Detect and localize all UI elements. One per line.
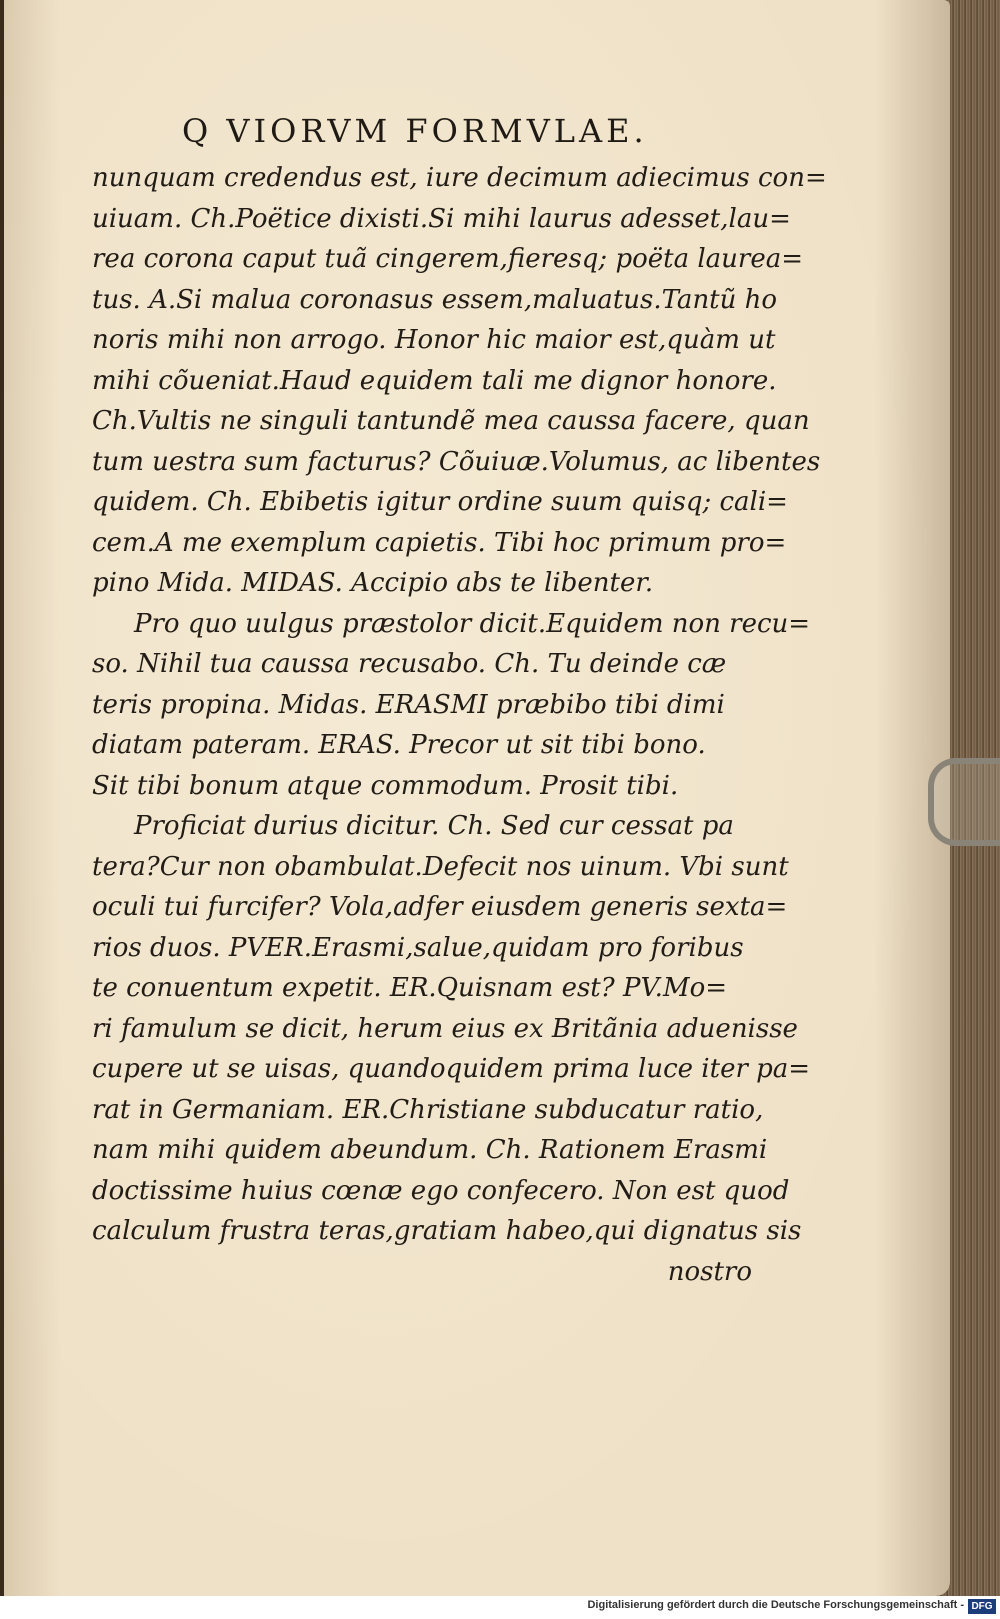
text-line: Proficiat durius dicitur. Ch. Sed cur cessat pa [134, 811, 734, 841]
text-line: nunquam credendus est, iure decimum adiecimus con= [92, 163, 827, 193]
text-line: Ch.Vultis ne singuli tantundẽ mea caussa facere, quan [92, 406, 810, 436]
text-line: rat in Germaniam. ER.Christiane subducatur ratio, [92, 1094, 764, 1125]
footer-bar [0, 1596, 1000, 1619]
text-line: rios duos. PVER.Erasmi,salue,quidam pro foribus [92, 932, 744, 963]
text-line: mihi cõueniat.Haud equidem tali me dignor honore. [92, 365, 777, 396]
running-head: Q VIORVM FORMVLAE. [182, 112, 648, 150]
text-line: oculi tui furcifer? Vola,adfer eiusdem generis sexta= [92, 892, 788, 922]
catchword: nostro [667, 1256, 752, 1287]
text-line: cem.A me exemplum capietis. Tibi hoc primum pro= [92, 527, 787, 558]
book-clasp [928, 758, 1000, 846]
dfg-logo: DFG [968, 1599, 996, 1614]
text-line: rea corona caput tuã cingerem,fieresq; poëta laurea= [92, 244, 804, 274]
text-line: so. Nihil tua caussa recusabo. Ch. Tu deinde cæ [92, 649, 727, 679]
text-line: doctissime huius cœnæ ego confecero. Non est quod [92, 1175, 790, 1206]
text-line: tera?Cur non obambulat.Defecit nos uinum. Vbi sunt [92, 851, 789, 882]
funding-notice: Digitalisierung gefördert durch die Deutsche Forschungsgemeinschaft - [587, 1599, 964, 1611]
text-line: cupere ut se uisas, quandoquidem prima luce iter pa= [92, 1054, 811, 1084]
text-line: tus. A.Si malua coronasus essem,maluatus.Tantũ ho [92, 284, 778, 315]
text-line: ri famulum se dicit, herum eius ex Britãnia aduenisse [92, 1013, 798, 1044]
text-line: pino Mida. MIDAS. Accipio abs te libenter. [92, 568, 654, 598]
text-line: uiuam. Ch.Poëtice dixisti.Si mihi laurus adesset,lau= [92, 203, 791, 234]
text-line: Pro quo uulgus præstolor dicit.Equidem non recu= [134, 608, 811, 639]
text-line: calculum frustra teras,gratiam habeo,qui dignatus sis [92, 1216, 802, 1246]
text-line: diatam pateram. ERAS. Precor ut sit tibi bono. [92, 730, 706, 760]
book-page [4, 0, 950, 1596]
text-line: Sit tibi bonum atque commodum. Prosit tibi. [92, 770, 679, 801]
text-line: tum uestra sum facturus? Cõuiuæ.Volumus, ac libentes [92, 446, 821, 477]
text-line: teris propina. Midas. ERASMI præbibo tibi dimi [92, 689, 725, 720]
text-line: quidem. Ch. Ebibetis igitur ordine suum quisq; cali= [92, 487, 788, 517]
text-line: nam mihi quidem abeundum. Ch. Rationem Erasmi [92, 1135, 768, 1165]
text-line: te conuentum expetit. ER.Quisnam est? PV.Mo= [92, 973, 728, 1003]
text-line: noris mihi non arrogo. Honor hic maior est,quàm ut [92, 325, 776, 355]
text-block [92, 158, 827, 1292]
